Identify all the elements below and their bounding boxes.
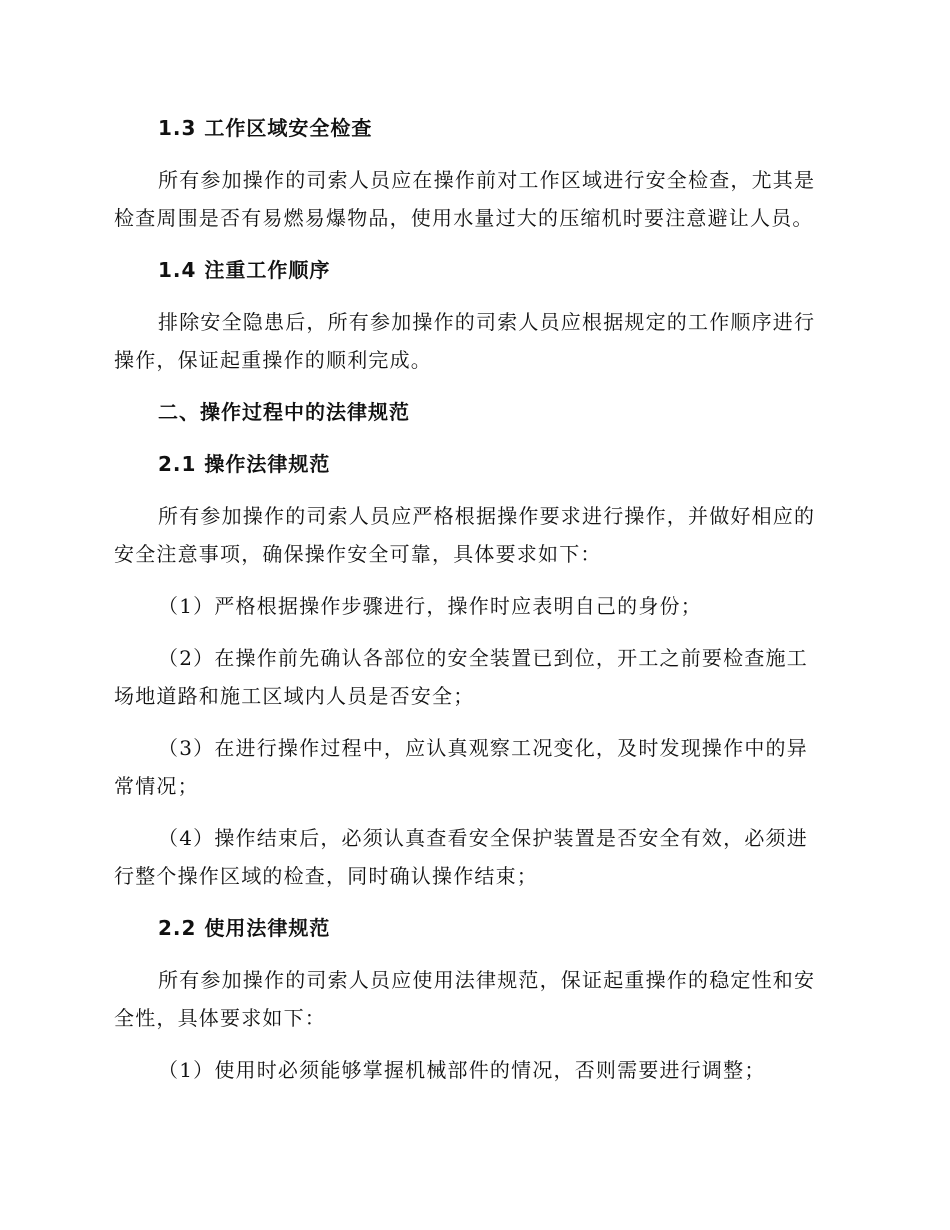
section-heading: 2.2 使用法律规范 [158,916,331,940]
list-item-continuation: 场地道路和施工区域内人员是否安全； [114,684,475,708]
paragraph-line: 操作，保证起重操作的顺利完成。 [114,348,432,372]
list-item: （2）在操作前先确认各部位的安全装置已到位，开工之前要检查施工 [158,646,808,670]
list-item: （1）严格根据操作步骤进行，操作时应表明自己的身份； [158,594,702,618]
paragraph-line: 检查周围是否有易燃易爆物品，使用水量过大的压缩机时要注意避让人员。 [114,206,814,230]
paragraph-line: 所有参加操作的司索人员应在操作前对工作区域进行安全检查，尤其是 [158,168,816,192]
list-item: （4）操作结束后，必须认真查看安全保护装置是否安全有效，必须进 [158,826,808,850]
chapter-heading: 二、操作过程中的法律规范 [158,400,410,424]
section-heading: 1.3 工作区域安全检查 [158,116,373,140]
paragraph-line: 安全注意事项，确保操作安全可靠，具体要求如下： [114,542,602,566]
section-heading: 2.1 操作法律规范 [158,452,331,476]
list-item-continuation: 行整个操作区域的检查，同时确认操作结束； [114,864,538,888]
list-item: （3）在进行操作过程中，应认真观察工况变化，及时发现操作中的异 [158,736,808,760]
paragraph-line: 全性，具体要求如下： [114,1006,326,1030]
list-item: （1）使用时必须能够掌握机械部件的情况，否则需要进行调整； [158,1058,766,1082]
paragraph-line: 所有参加操作的司索人员应严格根据操作要求进行操作，并做好相应的 [158,504,816,528]
paragraph-line: 排除安全隐患后，所有参加操作的司索人员应根据规定的工作顺序进行 [158,310,816,334]
list-item-continuation: 常情况； [114,774,199,798]
paragraph-line: 所有参加操作的司索人员应使用法律规范，保证起重操作的稳定性和安 [158,968,816,992]
section-heading: 1.4 注重工作顺序 [158,258,331,282]
